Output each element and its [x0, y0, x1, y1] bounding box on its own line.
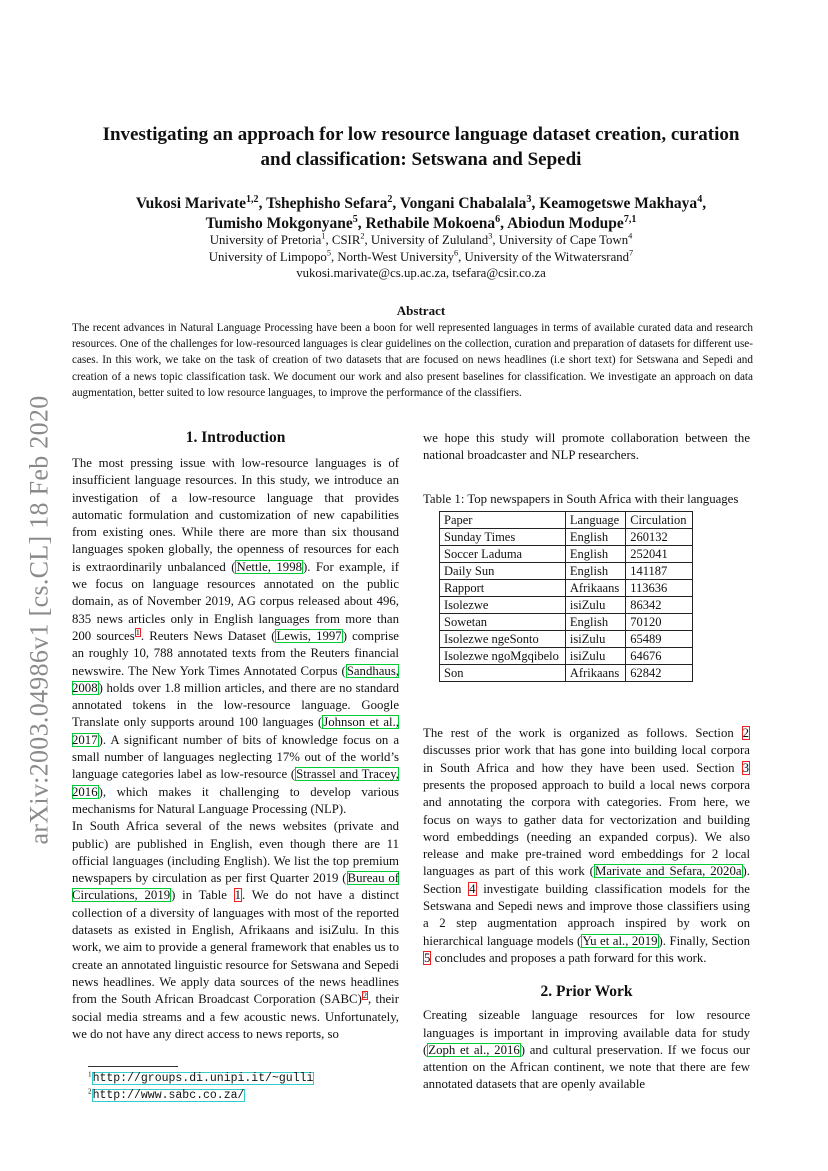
list-superscript: 6 [495, 213, 501, 225]
text-segment: discusses prior work that has gone into building local corpora in South Africa and how they have been used. Section [423, 743, 750, 775]
footnote-1 [88, 1070, 314, 1087]
list-superscript: 3 [526, 193, 532, 205]
table-cell: Daily Sun [440, 563, 566, 580]
newspaper-table [439, 511, 693, 682]
list-superscript: 2 [387, 193, 393, 205]
table-cell: English [565, 563, 625, 580]
prior-work-heading: 2. Prior Work [540, 983, 633, 1001]
list-superscript: 7,1 [623, 213, 637, 225]
text-segment: concludes and proposes a path forward for this work. [431, 950, 707, 965]
table-header-cell: Paper [440, 512, 566, 529]
text-segment: ) in Table [171, 888, 234, 903]
author-list [72, 194, 770, 234]
table-row [440, 597, 693, 614]
footnote-marker[interactable]: 2 [362, 990, 367, 1000]
list-name: University of Pretoria [209, 233, 322, 247]
text-segment: The rest of the work is organized as follows. Section [423, 726, 742, 741]
arxiv-watermark [20, 365, 60, 875]
table-header-cell: Language [565, 512, 625, 529]
list-name: University of Limpopo [208, 249, 327, 264]
citation-link[interactable]: Lewis, 1997 [276, 628, 342, 643]
list-name: Vukosi Marivate [135, 195, 246, 212]
table-cell: English [565, 529, 625, 546]
table-caption: Table 1: Top newspapers in South Africa with their languages [423, 491, 739, 506]
list-name: CSIR [331, 233, 361, 247]
table-row [440, 614, 693, 631]
table-cell: 113636 [626, 580, 693, 597]
left-column [72, 428, 399, 1043]
table-cell: 62842 [626, 665, 693, 682]
list-name: North-West University [337, 249, 454, 264]
table-cell: 64676 [626, 648, 693, 665]
author-line-1: Vukosi Marivate$^{1,2}$, Tshephisho Sefara$^2$, Vongani Chabalala$^3$, Keamogetswe Makhaya$^4$, [135, 193, 707, 212]
table-cell: Sowetan [440, 614, 566, 631]
footnotes [88, 1070, 314, 1104]
text-segment: ) and cultural preservation. If we focus our attention on the African continent, we note that there are few annotated datasets that are openly available [423, 1042, 751, 1092]
footnote-marker[interactable]: 1 [135, 627, 140, 637]
section-reference-link[interactable]: 1 [234, 888, 242, 903]
table-cell: isiZulu [565, 648, 625, 665]
list-name: Vongani Chabalala [399, 195, 527, 212]
right-column [423, 430, 750, 1094]
citation-link[interactable]: Bureau of Circulations, 2019 [72, 871, 399, 903]
arxiv-id: arXiv:2003.04986v1 [cs.CL] 18 Feb 2020 [25, 395, 54, 845]
affiliation-line-1: University of Pretoria$^1$, CSIR$^2$, University of Zululand$^3$, University of Cape Town$^4$ [209, 231, 633, 247]
list-name: Tshephisho Sefara [266, 195, 388, 212]
list-name: University of Zululand [370, 233, 489, 247]
table-header-row [440, 512, 693, 529]
table-row [440, 580, 693, 597]
table-cell: isiZulu [565, 597, 625, 614]
footnote-rule [88, 1066, 178, 1067]
author-line-2: Tumisho Mokgonyane$^5$, Rethabile Mokoena$^6$, Abiodun Modupe$^{7,1}$ [205, 213, 637, 232]
affiliation-line-2: University of Limpopo$^5$, North-West University$^6$, University of the Witwatersrand$^7$ [208, 248, 634, 264]
list-superscript: 6 [453, 248, 459, 258]
table-cell: Son [440, 665, 566, 682]
table-cell: English [565, 614, 625, 631]
list-superscript: 2 [360, 231, 365, 241]
table-row [440, 546, 693, 563]
text-segment: , their social media streams and a few acoustic news. Unfortunately, we do not have any direct access to news reports, so [72, 992, 400, 1041]
section-reference-link[interactable]: 4 [469, 881, 476, 896]
text-segment: ). A significant number of bits of knowledge focus on a small number of languages neglecting 17% out of the world’s language categories label as low-resource ( [72, 732, 399, 782]
table-cell: Sunday Times [440, 529, 566, 546]
footnote-number: 1 [88, 1070, 92, 1079]
table-cell: 70120 [626, 614, 693, 631]
section-reference-link[interactable]: 5 [424, 950, 431, 965]
table-row [440, 665, 693, 682]
list-superscript: 5 [352, 213, 358, 225]
text-segment: presents the proposed approach to build a local news corpora and annotating the corpora with categories. From here, we focus on ways to gather data for vectorization and building word embeddings (needing an expanded corpus). We also release and make pre-trained word embeddings for 2 local languages as part of this work ( [423, 777, 750, 879]
list-superscript: 1 [321, 231, 326, 241]
citation-link[interactable]: Marivate and Sefara, 2020a [594, 864, 742, 879]
table-cell: English [565, 546, 625, 563]
prior-work-paragraph [423, 1007, 750, 1093]
list-name: University of the Witwatersrand [464, 249, 630, 264]
footnote-link[interactable]: http://groups.di.unipi.it/~gulli [92, 1072, 314, 1085]
author-emails: vukosi.marivate@cs.up.ac.za, tsefara@csir.co.za [296, 266, 546, 280]
abstract-heading: Abstract [396, 303, 446, 318]
table-cell: Afrikaans [565, 665, 625, 682]
table-cell: Isolezwe ngeSonto [440, 631, 566, 648]
text-segment: ). For example, if we focus on language resources annotated on the public domain, as of November 2019, AG corpus released about 496, 835 news articles only in English languages from more than 200 sources [72, 559, 399, 643]
list-superscript: 1,2 [246, 193, 259, 205]
table-cell: Isolezwe ngoMgqibelo [440, 648, 566, 665]
table-row [440, 563, 693, 580]
table-cell: isiZulu [565, 631, 625, 648]
text-segment: The most pressing issue with low-resource languages is of insufficient language resources. In this study, we introduce an investigation of a low-resource language that provides automatic formulation and customization of new capabilities from existing ones. While there are more than six thousand languages spoken globally, the openness of resources for each is extraordinarily unbalanced ( [72, 456, 399, 574]
table-header-cell: Circulation [626, 512, 693, 529]
citation-link[interactable]: Strassel and Tracey, 2016 [72, 767, 400, 799]
text-segment: investigate building classification models for the Setswana and Sepedi news and improve those classifiers using a 2 step augmentation approach inspired by work on hierarchical language models ( [423, 881, 750, 948]
text-segment: Creating sizeable language resources for low resource languages is important in improving available data for study ( [423, 1008, 750, 1057]
table-row [440, 631, 693, 648]
table-cell: 260132 [626, 529, 693, 546]
table-cell: Soccer Laduma [440, 546, 566, 563]
section-reference-link[interactable]: 2 [742, 726, 749, 741]
outline-paragraph [423, 725, 750, 967]
table-cell: 65489 [626, 631, 693, 648]
list-name: Rethabile Mokoena [365, 215, 496, 232]
citation-link[interactable]: Sandhaus, 2008 [72, 663, 399, 695]
title-line-1: Investigating an approach for low resource language dataset creation, curation [102, 124, 740, 145]
footnote-number: 2 [88, 1087, 92, 1096]
text-segment: . We do not have a distinct collection of a diversity of languages with most of the reported datasets as existed in English, Afrikaans and isiZulu. In this work, we aim to provide a general framework that enables us to create an annotated linguistic resource for Setswana and Sepedi news headlines. We apply data sources of the news headlines from the South African Broadcast Corporation (SABC) [72, 888, 400, 1007]
intro-heading: 1. Introduction [185, 429, 286, 446]
list-name: Abiodun Modupe [507, 215, 624, 232]
text-segment: ), which makes it challenging to develop various mechanisms for Natural Language Processing (NLP). [72, 784, 399, 816]
table-cell: 252041 [626, 546, 693, 563]
text-segment: In South Africa several of the news websites (private and public) are published in English, even though there are 11 official languages (including English). We list the top premium newspapers by circulation as per first Quarter 2019 ( [72, 819, 399, 886]
footnote-link[interactable]: http://www.sabc.co.za/ [92, 1089, 245, 1102]
abstract-text: The recent advances in Natural Language Processing have been a boon for well represented languages in terms of available curated data and research resources. One of the challenges for low-resourced languages is clear guidelines on the collection, curation and preparation of datasets for different use-cases. In this work, we take on the task of creation of two datasets that are focused on news headlines (i.e short text) for Setswana and Sepedi and creation of a news topic classification task. We document our work and also present baselines for classification. We investigate an approach on data augmentation, better suited to low resource languages, to improve the performance of the classifiers. [72, 322, 753, 399]
list-superscript: 5 [326, 248, 331, 258]
table-cell: Afrikaans [565, 580, 625, 597]
list-name: Keamogetswe Makhaya [539, 195, 698, 212]
list-superscript: 4 [697, 193, 703, 205]
table-cell: 86342 [626, 597, 693, 614]
affiliations [72, 232, 770, 282]
table-row [440, 529, 693, 546]
table-cell: Isolezwe [440, 597, 566, 614]
citation-link[interactable]: Nettle, 1998 [236, 559, 303, 574]
title-line-2: and classification: Setswana and Sepedi [260, 149, 582, 170]
list-superscript: 4 [628, 231, 633, 241]
citation-link[interactable]: Yu et al., 2019 [582, 933, 658, 948]
list-superscript: 7 [629, 248, 634, 258]
table-cell: Rapport [440, 580, 566, 597]
intro-paragraph-1 [72, 455, 399, 818]
list-name: Tumisho Mokgonyane [205, 215, 353, 232]
intro-paragraph-3: we hope this study will promote collaboration between the national broadcaster and NLP researchers. [423, 431, 750, 463]
text-segment: ). Finally, Section [658, 933, 750, 948]
table-cell: 141187 [626, 563, 693, 580]
citation-link[interactable]: Zoph et al., 2016 [428, 1042, 520, 1057]
paper-title [72, 122, 770, 172]
table-row [440, 648, 693, 665]
text-segment: ). Section [423, 864, 750, 896]
text-segment: . Reuters News Dataset ( [140, 628, 276, 643]
text-segment: ) comprise an roughly 10, 788 annotated texts from the Reuters financial newswire. The New York Times Annotated Corpus ( [72, 628, 399, 678]
list-superscript: 3 [488, 231, 493, 241]
intro-paragraph-2 [72, 818, 399, 1043]
table-body [440, 529, 693, 682]
text-segment: ) holds over 1.8 million articles, and there are no standard annotated tokens in the low-resource language. Google Translate only supports around 100 languages ( [72, 680, 399, 730]
section-reference-link[interactable]: 3 [742, 760, 749, 775]
citation-link[interactable]: Johnson et al., 2017 [72, 715, 399, 747]
list-name: University of Cape Town [498, 233, 629, 247]
footnote-2 [88, 1087, 314, 1104]
